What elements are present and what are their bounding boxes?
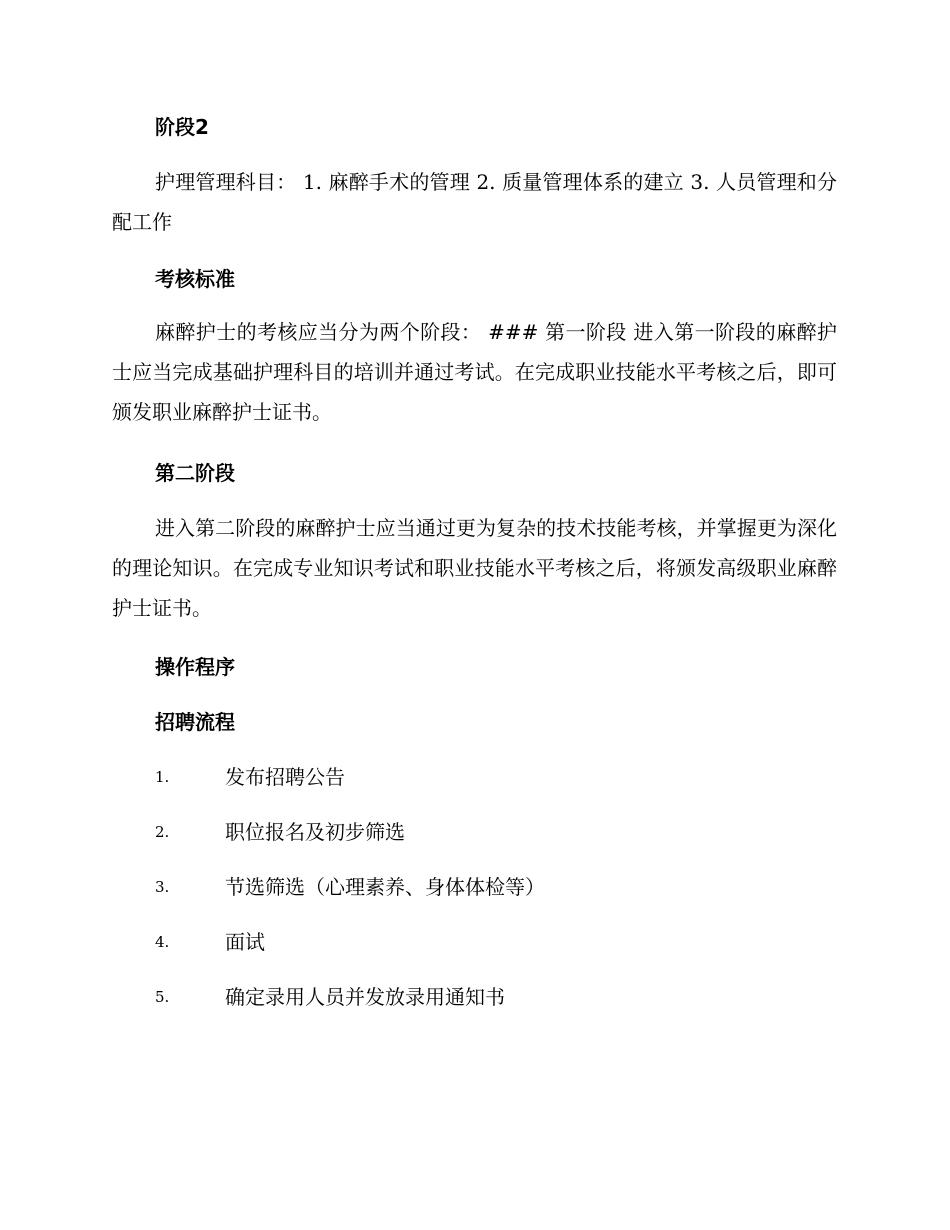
list-item — [155, 983, 755, 1011]
second-stage-heading: 第二阶段 — [155, 461, 235, 485]
list-item — [155, 763, 755, 791]
list-number: 2. — [155, 823, 170, 841]
list-number: 5. — [155, 988, 170, 1006]
list-item — [155, 818, 755, 846]
list-number: 3. — [155, 878, 170, 896]
list-text: 面试 — [225, 930, 265, 954]
stage2-heading: 阶段2 — [155, 115, 209, 139]
second-stage-paragraph: 进入第二阶段的麻醉护士应当通过更为复杂的技术技能考核，并掌握更为深化的理论知识。在完成专业知识考试和职业技能水平考核之后，将颁发高级职业麻醉护士证书。 — [112, 516, 837, 620]
list-text: 职位报名及初步筛选 — [225, 820, 405, 844]
procedure-heading: 操作程序 — [155, 655, 235, 679]
list-number: 4. — [155, 933, 170, 951]
list-item — [155, 873, 755, 901]
list-text: 发布招聘公告 — [225, 765, 345, 789]
list-text: 确定录用人员并发放录用通知书 — [225, 985, 505, 1009]
recruitment-heading: 招聘流程 — [155, 710, 235, 734]
standards-paragraph: 麻醉护士的考核应当分为两个阶段： ### 第一阶段 进入第一阶段的麻醉护士应当完成基础护理科目的培训并通过考试。在完成职业技能水平考核之后，即可颁发职业麻醉护士证书。 — [112, 320, 837, 424]
standards-heading: 考核标准 — [155, 267, 235, 291]
list-item — [155, 928, 755, 956]
list-text: 节选筛选（心理素养、身体体检等） — [225, 875, 545, 899]
stage2-paragraph: 护理管理科目： 1. 麻醉手术的管理 2. 质量管理体系的建立 3. 人员管理和分配工作 — [112, 170, 837, 234]
list-number: 1. — [155, 768, 170, 786]
